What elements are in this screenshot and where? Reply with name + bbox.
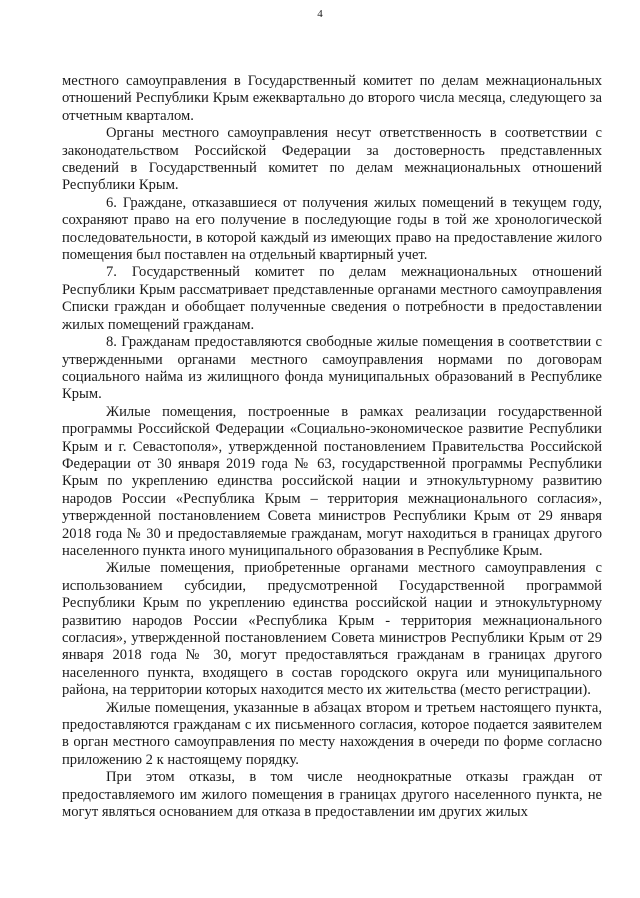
paragraph-continuation: местного самоуправления в Государственный комитет по делам межнациональных отношений Республики Крым ежеквартально до второго числа месяца, следующего за отчетным кварталом. (62, 73, 602, 124)
paragraph-built-housing: Жилые помещения, построенные в рамках реализации государственной программы Российской Федерации «Социально-экономическое развитие Республики Крым и г. Севастополя», утвержденной постановлением Правительства Российской Федерации от 30 января 2019 года № 63, государственной программы Республики Крым по укреплению единства российской нации и этнокультурному развитию народов России «Республика Крым – территория межнационального согласия», утвержденной постановлением Совета министров Республики Крым от 29 января 2018 года № 30 и предоставляемые гражданам, могут находиться в границах другого населенного пункта иного муниципального образования в Республике Крым. (62, 403, 602, 559)
paragraph-item-6: 6. Граждане, отказавшиеся от получения жилых помещений в текущем году, сохраняют право на его получение в последующие годы в той же хронологической последовательности, в которой каждый из имеющих право на предоставление жилого помещения был поставлен на отдельный квартирный учет. (62, 194, 602, 264)
paragraph-item-8: 8. Гражданам предоставляются свободные жилые помещения в соответствии с утвержденными органами местного самоуправления нормами по договорам социального найма из жилищного фонда муниципальных образований в Республике Крым. (62, 334, 602, 403)
paragraph-refusals: При этом отказы, в том числе неоднократные отказы граждан от предоставляемого им жилого помещения в границах другого населенного пункта, не могут являться основанием для отказа в предоставлении им других жилых (62, 769, 602, 821)
page-number: 4 (317, 8, 323, 20)
paragraph-item-7: 7. Государственный комитет по делам межнациональных отношений Республики Крым рассматривает представленные органами местного самоуправления Списки граждан и обобщает полученные сведения о потребности в предоставлении жилых помещений гражданам. (62, 264, 602, 333)
paragraph-written-consent: Жилые помещения, указанные в абзацах втором и третьем настоящего пункта, предоставляются гражданам с их письменного согласия, которое подается заявителем в орган местного самоуправления по месту нахождения в очереди по форме согласно приложению 2 к настоящему порядку. (62, 699, 602, 768)
paragraph-acquired-housing: Жилые помещения, приобретенные органами местного самоуправления с использованием субсидии, предусмотренной Государственной программой Республики Крым по укреплению единства российской нации и этнокультурному развитию народов России «Республика Крым - территория межнационального согласия», утвержденной постановлением Совета министров Республики Крым от 29 января 2018 года № 30, могут предоставляться гражданам в границах другого населенного пункта, входящего в состав городского округа или муниципального района, на территории которых находится место их жительства (место регистрации). (62, 560, 602, 699)
paragraph-responsibility: Органы местного самоуправления несут ответственность в соответствии с законодательством Российской Федерации за достоверность представленных сведений в Государственный комитет по делам межнациональных отношений Республики Крым. (62, 125, 602, 194)
document-body (62, 73, 602, 821)
